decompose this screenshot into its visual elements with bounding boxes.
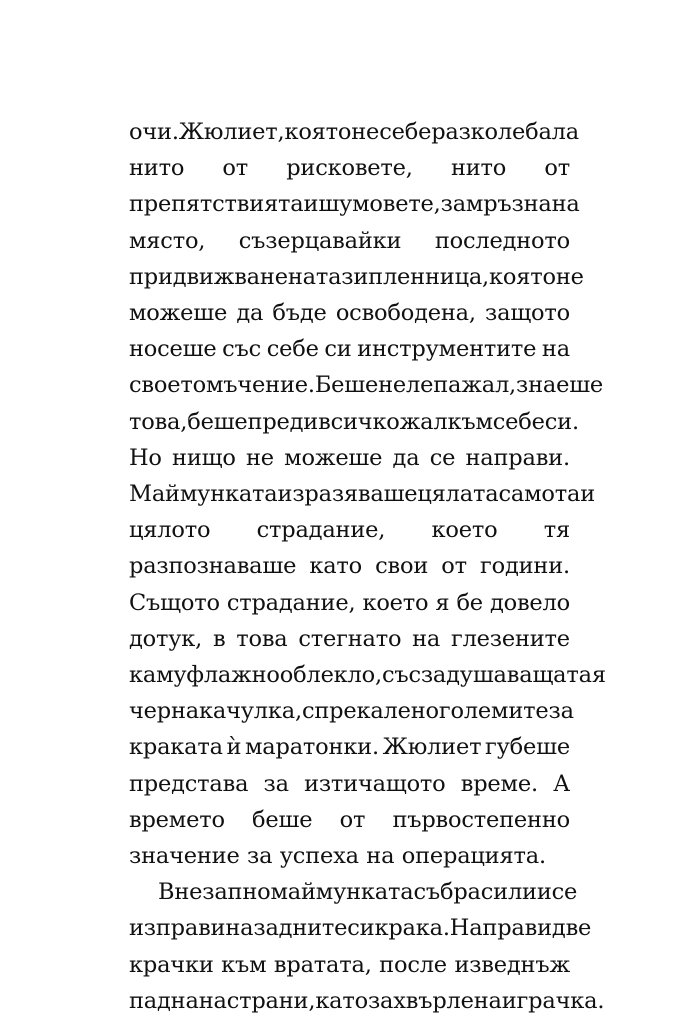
word: Маймунката	[129, 481, 278, 508]
word: жал	[399, 408, 448, 435]
word: нито	[129, 155, 185, 182]
word: довело	[489, 589, 570, 616]
text-line	[129, 404, 579, 440]
word: не	[555, 263, 584, 290]
word: си	[347, 915, 375, 942]
word: Същото	[129, 589, 220, 616]
word: със	[381, 662, 421, 689]
word: не	[245, 444, 274, 471]
text-line	[129, 983, 605, 1019]
word: да	[392, 444, 420, 471]
word: място,	[129, 227, 206, 254]
word: крака.	[374, 915, 450, 942]
word: настрани,	[198, 987, 316, 1014]
word: задушаващата	[420, 662, 592, 689]
word: падна	[129, 987, 199, 1014]
word: си	[324, 336, 352, 363]
word: бе	[456, 589, 483, 616]
word: носеше	[129, 336, 217, 363]
word: себе	[492, 408, 545, 435]
word: години.	[480, 553, 570, 580]
word: Жюлиет,	[178, 119, 285, 145]
word: беше	[252, 806, 313, 833]
word: препятствията	[129, 191, 304, 218]
word: после	[379, 951, 447, 978]
word: на	[287, 263, 316, 290]
word: с	[301, 698, 315, 725]
word: Жюлиет	[382, 734, 482, 761]
word: тази	[315, 263, 369, 290]
text-line	[129, 259, 584, 295]
word: бе	[404, 119, 432, 145]
word: това	[236, 625, 288, 652]
word: направи.	[465, 444, 570, 471]
word: изправи	[129, 915, 226, 942]
word: очи.	[129, 119, 179, 145]
word: я	[591, 662, 606, 689]
word: на	[541, 336, 570, 363]
word: времето	[129, 806, 225, 833]
word: от	[544, 155, 570, 182]
word: инструментите	[357, 336, 537, 363]
word: свои	[375, 553, 429, 580]
word: от	[222, 155, 248, 182]
word: глезените	[450, 625, 570, 652]
word: съзерцавайки	[238, 227, 402, 254]
word: вратата,	[273, 951, 372, 978]
word: можеше	[284, 444, 383, 471]
word: се	[429, 444, 456, 471]
word: не	[351, 119, 380, 145]
word: А	[553, 770, 570, 797]
word: Беше	[314, 372, 379, 399]
word: това,	[129, 408, 188, 435]
word: като	[315, 987, 368, 1014]
word: шумовете,	[318, 191, 441, 218]
word: качулка,	[199, 698, 302, 725]
paragraph-2	[129, 874, 605, 1019]
word: замръзна	[440, 191, 552, 218]
word: губеше	[485, 734, 570, 761]
word: със	[222, 336, 262, 363]
word: цялата	[417, 481, 499, 508]
text-line	[129, 331, 570, 367]
word: придвижване	[129, 263, 288, 290]
paragraph-1	[129, 114, 606, 874]
word: беше	[187, 408, 248, 435]
word: защото	[485, 300, 570, 327]
text-line	[129, 367, 604, 403]
text-line	[129, 802, 570, 838]
text-line	[129, 186, 580, 222]
word: последното	[434, 227, 570, 254]
word: самота	[498, 481, 581, 508]
word: в	[212, 625, 226, 652]
word: се	[551, 879, 578, 906]
word: на	[551, 191, 580, 218]
word: захвърлена	[367, 987, 502, 1014]
word: първостепенно	[392, 806, 570, 833]
word: разпознаваше	[129, 553, 297, 580]
word: облекло,	[279, 662, 382, 689]
word: всичко	[318, 408, 400, 435]
word: и	[580, 481, 595, 508]
word: дотук,	[129, 625, 203, 652]
text-line	[129, 729, 570, 765]
word: задните	[253, 915, 348, 942]
word: страдание,	[226, 589, 356, 616]
word: сили	[480, 879, 537, 906]
word: разколебала	[431, 119, 579, 145]
word: я	[435, 589, 450, 616]
word: изведнъж	[454, 951, 570, 978]
word: представа	[129, 770, 249, 797]
word: за	[548, 698, 574, 725]
word: черна	[129, 698, 200, 725]
word: изтичащото	[304, 770, 446, 797]
word: маймунката	[270, 879, 414, 906]
word: за	[263, 770, 289, 797]
word: преди	[247, 408, 319, 435]
word: мъчение.	[205, 372, 315, 399]
word: цялото	[129, 517, 211, 544]
word: своето	[129, 372, 206, 399]
text-line	[129, 874, 578, 910]
word: и	[536, 879, 552, 906]
word: от	[441, 553, 467, 580]
text-line	[129, 693, 574, 729]
text-line	[129, 150, 570, 186]
word: от	[339, 806, 366, 833]
word: на	[225, 915, 254, 942]
word: играчка.	[501, 987, 605, 1014]
text-line	[129, 910, 592, 946]
word: събра	[413, 879, 481, 906]
word: тя	[543, 517, 570, 544]
word: крачки	[129, 951, 214, 978]
word: освободена,	[335, 300, 476, 327]
word: Но	[129, 444, 162, 471]
word: време.	[460, 770, 538, 797]
word: към	[221, 951, 267, 978]
word: бъде	[272, 300, 327, 327]
word: да	[236, 300, 264, 327]
word: две	[551, 915, 592, 942]
word: можеше	[129, 300, 228, 327]
word: нито	[450, 155, 507, 182]
word: към	[447, 408, 493, 435]
text-line	[129, 114, 579, 150]
word: маратонки.	[245, 734, 379, 761]
text-line	[129, 657, 606, 693]
word: която	[284, 119, 352, 145]
word: рисковете,	[286, 155, 413, 182]
word: Внезапно	[158, 879, 271, 906]
word: себе	[266, 336, 319, 363]
text-line	[129, 440, 570, 476]
text-line	[129, 947, 570, 983]
text-line	[129, 548, 570, 584]
word: което	[362, 589, 429, 616]
word: ѝ	[226, 734, 242, 761]
word: което	[431, 517, 498, 544]
text-line	[129, 585, 570, 621]
text-line	[129, 295, 570, 331]
text-line	[129, 621, 570, 657]
word: знаеше	[516, 372, 604, 399]
word: жал,	[461, 372, 517, 399]
page-text	[129, 114, 606, 1019]
text-line: значение за успеха на операцията.	[129, 843, 546, 870]
word: големите	[438, 698, 549, 725]
word: като	[309, 553, 363, 580]
word: прекалено	[314, 698, 439, 725]
word: пленница,	[368, 263, 490, 290]
word: нищо	[172, 444, 236, 471]
word: изразяваше	[277, 481, 418, 508]
text-line	[129, 766, 570, 802]
word: и	[303, 191, 319, 218]
word: стегнато	[298, 625, 402, 652]
text-line	[129, 512, 570, 548]
word: Направи	[449, 915, 552, 942]
text-line	[129, 223, 570, 259]
text-line	[129, 476, 595, 512]
word: която	[489, 263, 556, 290]
word: камуфлажно	[129, 662, 280, 689]
word: страдание,	[256, 517, 386, 544]
word: си.	[544, 408, 579, 435]
word: краката	[129, 734, 223, 761]
word: нелепа	[378, 372, 462, 399]
word: на	[412, 625, 441, 652]
word: се	[379, 119, 405, 145]
